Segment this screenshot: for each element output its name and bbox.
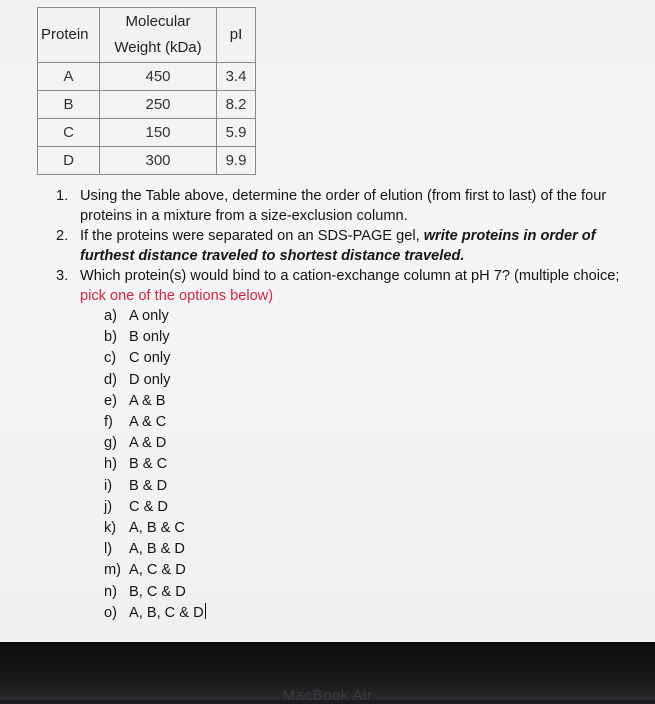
option-item[interactable] (104, 391, 655, 412)
question-text: Using the Table above, determine the order of elution (from first to last) of the four proteins in a mixture from a size-exclusion column. (80, 188, 607, 224)
cell-pi: 8.2 (217, 91, 256, 119)
cell-pi: 5.9 (217, 119, 256, 147)
option-item[interactable] (104, 306, 655, 327)
option-item[interactable] (104, 539, 655, 560)
laptop-bezel (0, 642, 655, 704)
option-letter: j) (104, 498, 113, 515)
option-item[interactable] (104, 370, 655, 391)
question-1 (56, 186, 646, 226)
option-letter: b) (104, 329, 117, 346)
question-list (56, 186, 646, 624)
cell-pi: 3.4 (217, 63, 256, 91)
option-text: A, B & C (129, 520, 185, 537)
option-text: A & B (129, 392, 166, 409)
option-item[interactable] (104, 560, 655, 581)
option-item[interactable] (104, 412, 655, 433)
answer-options (104, 306, 655, 624)
option-text: A, B, C & D (129, 604, 204, 621)
header-protein: Protein (38, 8, 100, 63)
cell-pi: 9.9 (217, 147, 256, 175)
option-item[interactable] (104, 582, 655, 603)
question-emphasis: write proteins in order of furthest distance traveled to shortest distance traveled. (80, 228, 596, 264)
protein-table (37, 7, 256, 175)
option-letter: n) (104, 583, 117, 600)
header-mw-line1: Molecular (125, 13, 191, 30)
option-item[interactable] (104, 433, 655, 454)
option-text: B & C (129, 456, 168, 473)
question-number: 3. (56, 268, 69, 284)
header-pi: pI (217, 8, 256, 63)
table-row (38, 91, 256, 119)
option-text: A only (129, 308, 169, 324)
question-number: 1. (56, 188, 69, 204)
option-letter: h) (104, 456, 117, 473)
table-row (38, 63, 256, 91)
option-item[interactable] (104, 348, 655, 369)
option-letter: c) (104, 350, 117, 367)
option-item[interactable] (104, 454, 655, 475)
option-letter: i) (104, 477, 113, 494)
cell-protein: C (38, 119, 100, 147)
cell-mw: 150 (100, 119, 217, 147)
option-text: B & D (129, 477, 168, 494)
option-letter: f) (104, 414, 113, 431)
question-2 (56, 226, 646, 266)
question-3 (56, 266, 646, 306)
header-molecular-weight (100, 8, 217, 63)
header-mw-line2: Weight (kDa) (114, 39, 202, 56)
option-text: A & D (129, 435, 167, 452)
option-text: C & D (129, 498, 168, 515)
table-header-row (38, 8, 256, 63)
option-letter: m) (104, 562, 122, 579)
option-text: A, C & D (129, 562, 186, 579)
cell-protein: A (38, 63, 100, 91)
question-number: 2. (56, 228, 69, 244)
option-letter: o) (104, 604, 117, 621)
option-letter: a) (104, 308, 117, 324)
question-text: If the proteins were separated on an SDS-PAGE gel, (80, 228, 424, 244)
cell-mw: 450 (100, 63, 217, 91)
table-row (38, 147, 256, 175)
option-letter: l) (104, 541, 113, 558)
cell-mw: 300 (100, 147, 217, 175)
brand-label: MacBook Air (282, 687, 373, 704)
option-text: C only (129, 350, 171, 367)
question-text: Which protein(s) would bind to a cation-exchange column at pH 7? (multiple choice; (80, 268, 620, 284)
option-item[interactable] (104, 476, 655, 497)
cell-protein: B (38, 91, 100, 119)
option-text: D only (129, 371, 171, 388)
option-letter: e) (104, 392, 117, 409)
option-letter: d) (104, 371, 117, 388)
option-item[interactable] (104, 327, 655, 348)
cell-mw: 250 (100, 91, 217, 119)
text-cursor (205, 603, 206, 619)
cell-protein: D (38, 147, 100, 175)
option-letter: k) (104, 520, 117, 537)
option-item[interactable] (104, 603, 655, 624)
question-highlight: pick one of the options below) (80, 288, 274, 304)
option-item[interactable] (104, 518, 655, 539)
option-text: A & C (129, 414, 167, 431)
option-letter: g) (104, 435, 117, 452)
option-text: A, B & D (129, 541, 185, 558)
option-text: B only (129, 329, 170, 346)
option-text: B, C & D (129, 583, 186, 600)
option-item[interactable] (104, 497, 655, 518)
table-row (38, 119, 256, 147)
